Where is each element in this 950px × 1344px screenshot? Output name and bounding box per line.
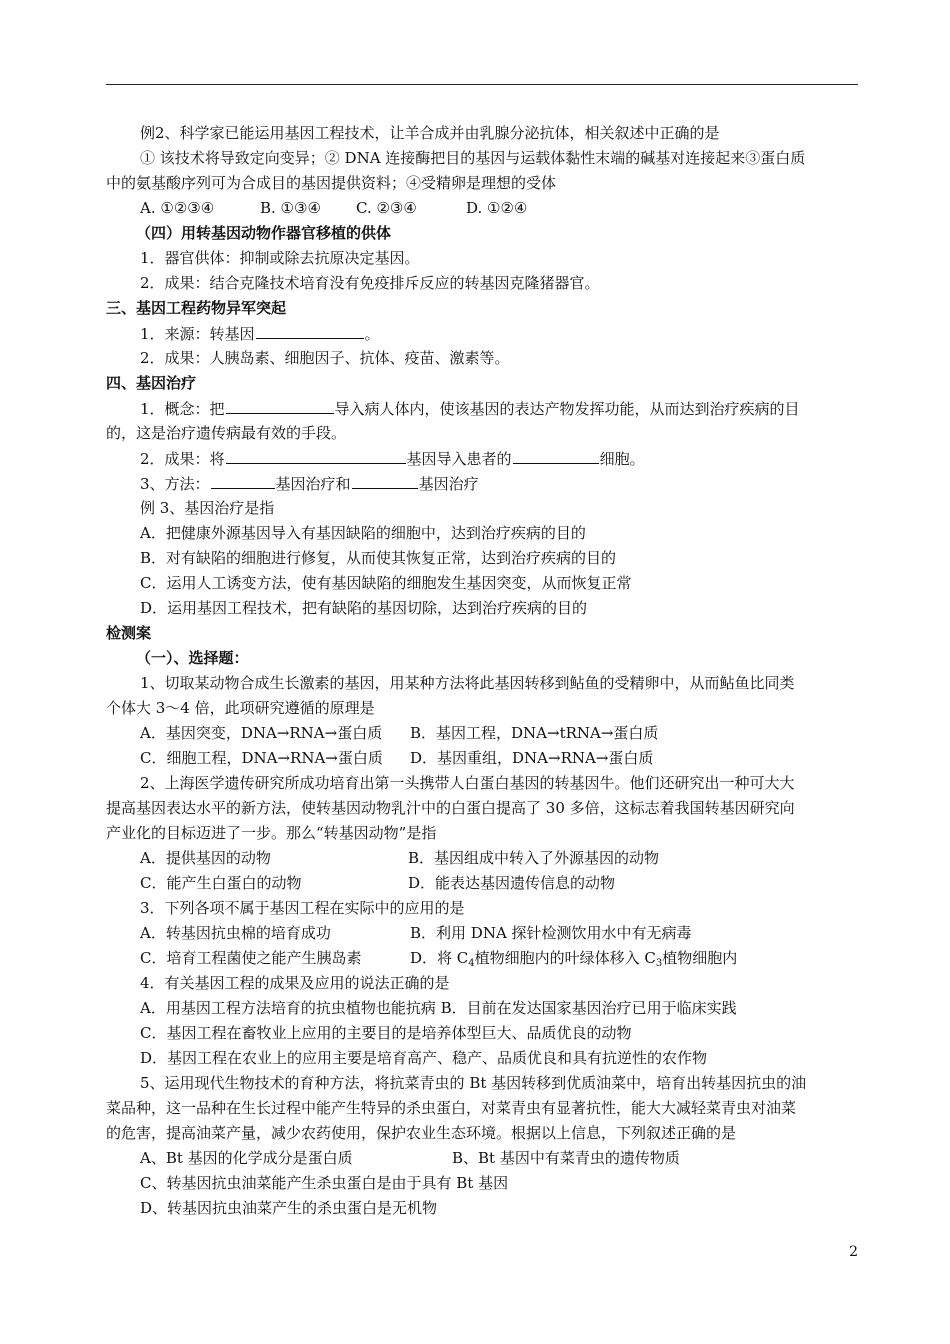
- option-c: C. ②③④: [356, 199, 417, 217]
- example-2-options: [106, 196, 858, 221]
- question-1-stem: 1、切取某动物合成生长激素的基因，用某种方法将此基因转移到鲇鱼的受精卵中，从而鲇鱼比同类: [140, 674, 795, 692]
- question-1-options: [106, 746, 858, 771]
- example-2-stem: 例2、科学家已能运用基因工程技术，让羊合成并由乳腺分泌抗体，相关叙述中正确的是: [140, 124, 720, 142]
- question-3-options: [106, 921, 858, 946]
- option-b: B、Bt 基因中有菜青虫的遗传物质: [452, 1149, 680, 1167]
- answer-blank: [211, 471, 275, 489]
- text: 基因导入患者的: [406, 450, 512, 468]
- text: 2．成果：将: [140, 450, 225, 468]
- text: 植物细胞内的叶绿体移入 C: [474, 949, 656, 967]
- text: 1．概念：把: [140, 400, 225, 418]
- text: 植物细胞内: [662, 949, 738, 967]
- option-d: D．基因工程在农业上的应用主要是培育高产、稳产、品质优良和具有抗逆性的农作物: [140, 1049, 708, 1067]
- text: 基因治疗和: [275, 475, 351, 493]
- answer-blank: [352, 471, 418, 489]
- paragraph: 1．器官供体：抑制或除去抗原决定基因。: [140, 249, 420, 267]
- question-5-options: [106, 1146, 858, 1171]
- text: 。: [364, 325, 380, 343]
- question-4-options: A．用基因工程方法培育的抗虫植物也能抗病 B．目前在发达国家基因治疗已用于临床实践: [140, 999, 737, 1017]
- question-1-options: [106, 721, 858, 746]
- option-b: B．对有缺陷的细胞进行修复，从而使其恢复正常，达到治疗疾病的目的: [140, 549, 617, 567]
- question-3-options: [106, 946, 858, 971]
- question-2-stem: 产业化的目标迈进了一步。那么“转基因动物”是指: [106, 824, 437, 842]
- subscript: 4: [468, 958, 475, 969]
- question-2-options: [106, 846, 858, 871]
- option-d: D、转基因抗虫油菜产生的杀虫蛋白是无机物: [140, 1199, 438, 1217]
- paragraph: 2．成果：人胰岛素、细胞因子、抗体、疫苗、激素等。: [140, 349, 510, 367]
- text: D．将 C: [410, 949, 469, 967]
- option-c: C．培育工程菌使之能产生胰岛素: [140, 949, 362, 967]
- option-c: C、转基因抗虫油菜能产生杀虫蛋白是由于具有 Bt 基因: [140, 1174, 509, 1192]
- option-d: D. ①②④: [466, 199, 528, 217]
- option-b: B. ①③④: [260, 199, 321, 217]
- option-a: A．转基因抗虫棉的培育成功: [140, 924, 331, 942]
- subscript: 3: [655, 958, 663, 969]
- example-3-stem: 例 3、基因治疗是指: [140, 499, 275, 517]
- option-c: C．细胞工程，DNA→RNA→蛋白质: [140, 749, 383, 767]
- fill-in-line: [106, 446, 858, 471]
- question-1-stem: 个体大 3～4 倍，此项研究遵循的原理是: [106, 699, 375, 717]
- text: 导入病人体内，使该基因的表达产物发挥功能，从而达到治疗疾病的目: [334, 400, 800, 418]
- section-heading: 四、基因治疗: [106, 374, 197, 392]
- subsection-heading: （一）、选择题：: [136, 649, 249, 667]
- question-2-options: [106, 871, 858, 896]
- option-c: C．基因工程在畜牧业上应用的主要目的是培养体型巨大、品质优良的动物: [140, 1024, 632, 1042]
- text: 基因治疗: [418, 475, 479, 493]
- text: 细胞。: [599, 450, 645, 468]
- answer-blank: [513, 446, 599, 464]
- question-5-stem: 5、运用现代生物技术的育种方法，将抗菜青虫的 Bt 基因转移到优质油菜中，培育出转基因抗虫的油: [140, 1074, 807, 1092]
- option-b: B．基因工程，DNA→tRNA→蛋白质: [410, 724, 659, 742]
- document-body: [106, 121, 858, 1221]
- question-2-stem: 2、上海医学遗传研究所成功培育出第一头携带人白蛋白基因的转基因牛。他们还研究出一种可大大: [140, 774, 795, 792]
- question-5-stem: 菜品种，这一品种在生长过程中能产生特异的杀虫蛋白，对菜青虫有显著抗性，能大大减轻菜青虫对油菜: [106, 1099, 797, 1117]
- section-heading: 检测案: [106, 624, 152, 642]
- option-d: [410, 949, 737, 967]
- question-3-stem: 3．下列各项不属于基因工程在实际中的应用的是: [140, 899, 465, 917]
- paragraph: 2．成果：结合克隆技术培育没有免疫排斥反应的转基因克隆猪器官。: [140, 274, 600, 292]
- text: 1．来源：转基因: [140, 325, 255, 343]
- option-b: B．利用 DNA 探针检测饮用水中有无病毒: [410, 924, 692, 942]
- header-rule: [106, 84, 858, 85]
- question-5-stem: 的危害，提高油菜产量，减少农药使用，保护农业生态环境。根据以上信息，下列叙述正确的是: [106, 1124, 737, 1142]
- example-2-statement-line: ① 该技术将导致定向变异；② DNA 连接酶把目的基因与运载体黏性末端的碱基对连接起来③蛋白质: [140, 149, 806, 167]
- fill-in-line: [106, 396, 858, 421]
- question-4-stem: 4．有关基因工程的成果及应用的说法正确的是: [140, 974, 450, 992]
- option-d: D．能表达基因遗传信息的动物: [408, 874, 616, 892]
- page-number: 2: [849, 1244, 858, 1260]
- option-c: C．能产生白蛋白的动物: [140, 874, 302, 892]
- text: 3、方法：: [140, 475, 210, 493]
- example-2-statement-line: 中的氨基酸序列可为合成目的基因提供资料；④受精卵是理想的受体: [106, 174, 557, 192]
- fill-in-line: [106, 471, 858, 496]
- option-a: A、Bt 基因的化学成分是蛋白质: [140, 1149, 353, 1167]
- option-a: A．把健康外源基因导入有基因缺陷的细胞中，达到治疗疾病的目的: [140, 524, 586, 542]
- option-b: B．基因组成中转入了外源基因的动物: [408, 849, 660, 867]
- option-a: A．提供基因的动物: [140, 849, 271, 867]
- section-heading: 三、基因工程药物异军突起: [106, 299, 287, 317]
- answer-blank: [256, 321, 364, 339]
- option-d: D．运用基因工程技术，把有缺陷的基因切除，达到治疗疾病的目的: [140, 599, 588, 617]
- question-2-stem: 提高基因表达水平的新方法，使转基因动物乳汁中的白蛋白提高了 30 多倍，这标志着我国转基因研究向: [106, 799, 795, 817]
- option-d: D．基因重组，DNA→RNA→蛋白质: [410, 749, 654, 767]
- option-a: A. ①②③④: [140, 199, 215, 217]
- paragraph: 的，这是治疗遗传病最有效的手段。: [106, 424, 347, 442]
- answer-blank: [226, 446, 406, 464]
- option-a: A．基因突变，DNA→RNA→蛋白质: [140, 724, 383, 742]
- answer-blank: [226, 396, 334, 414]
- option-c: C．运用人工诱变方法，使有基因缺陷的细胞发生基因突变，从而恢复正常: [140, 574, 632, 592]
- section-heading: （四）用转基因动物作器官移植的供体: [136, 224, 392, 242]
- fill-in-line: [106, 321, 858, 346]
